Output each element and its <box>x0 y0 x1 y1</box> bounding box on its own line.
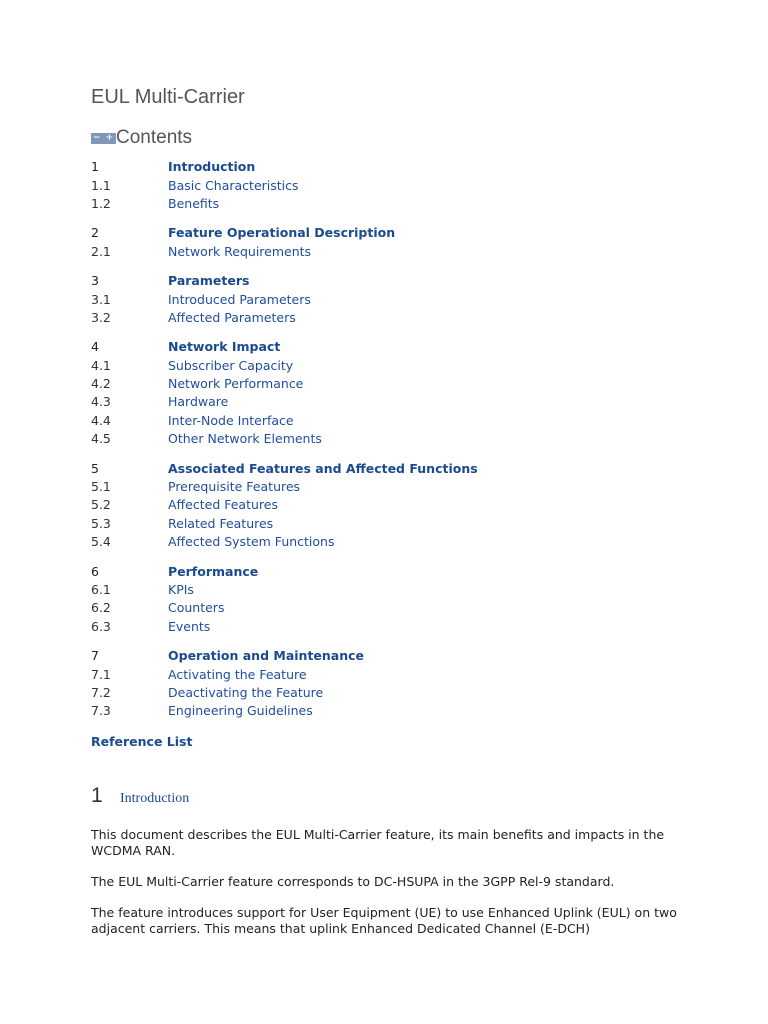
toc-number: 3.1 <box>91 291 111 307</box>
toc-subsection-row <box>91 496 731 514</box>
toc-link-subscriber-capacity[interactable]: Subscriber Capacity <box>168 357 294 373</box>
toc-subsection-row <box>91 702 731 720</box>
toc-link-deactivating-the-feature[interactable]: Deactivating the Feature <box>168 684 324 700</box>
toc-number: 5.1 <box>91 479 111 495</box>
toc-number: 3 <box>91 273 99 289</box>
toc-subsection-row <box>91 478 731 496</box>
toc-link-events[interactable]: Events <box>168 618 211 634</box>
toc-link-operation-and-maintenance[interactable]: Operation and Maintenance <box>168 648 365 664</box>
toc-link-affected-system-functions[interactable]: Affected System Functions <box>168 534 335 550</box>
toc-subsection-row <box>91 375 731 393</box>
toc-number: 2 <box>91 225 99 241</box>
toc-subsection-row <box>91 195 731 213</box>
toc-link-network-performance[interactable]: Network Performance <box>168 376 304 392</box>
contents-label: Contents <box>116 127 193 148</box>
toc-number: 5.3 <box>91 515 111 531</box>
toc-subsection-row <box>91 581 731 599</box>
toc-number: 5.2 <box>91 497 111 513</box>
toc-number: 1 <box>91 159 99 175</box>
toc-subsection-row <box>91 309 731 327</box>
toc-number: 4.4 <box>91 412 111 428</box>
toc-subsection-row <box>91 618 731 636</box>
body-paragraph: The feature introduces support for User Equipment (UE) to use Enhanced Uplink (EUL) on two adjacent carriers. This means that uplink Enhanced Dedicated Channel (E-DCH) <box>91 905 677 936</box>
toc-subsection-row <box>91 243 731 261</box>
toc-link-affected-parameters[interactable]: Affected Parameters <box>168 309 296 325</box>
toc-section <box>91 224 731 261</box>
toc-link-other-network-elements[interactable]: Other Network Elements <box>168 431 322 447</box>
toc-number: 7.1 <box>91 666 111 682</box>
toc-number: 1.1 <box>91 177 111 193</box>
toc-link-basic-characteristics[interactable]: Basic Characteristics <box>168 177 299 193</box>
toc-section <box>91 338 731 448</box>
toc-number: 4.2 <box>91 376 111 392</box>
toc-section <box>91 562 731 636</box>
toc-number: 4.5 <box>91 431 111 447</box>
toc-subsection-row <box>91 290 731 308</box>
toc-link-performance[interactable]: Performance <box>168 563 259 579</box>
toc-number: 7.2 <box>91 684 111 700</box>
document-title: EUL Multi-Carrier <box>91 86 245 108</box>
toc-link-reference-list[interactable]: Reference List <box>91 734 193 749</box>
section-title: Introduction <box>120 791 190 806</box>
section-number: 1 <box>91 784 103 807</box>
toc-link-benefits[interactable]: Benefits <box>168 195 220 211</box>
toc-link-introduction[interactable]: Introduction <box>168 159 256 175</box>
toc-chapter-row <box>91 459 731 477</box>
toc-link-feature-operational-description[interactable]: Feature Operational Description <box>168 225 396 241</box>
toc-link-associated-features-and-affected-functions[interactable]: Associated Features and Affected Functions <box>168 460 478 476</box>
toc-number: 4.1 <box>91 357 111 373</box>
toc-link-hardware[interactable]: Hardware <box>168 394 229 410</box>
toc-subsection-row <box>91 412 731 430</box>
toc-subsection-row <box>91 430 731 448</box>
toc-link-inter-node-interface[interactable]: Inter-Node Interface <box>168 412 294 428</box>
toc-number: 4 <box>91 339 99 355</box>
toc-section <box>91 459 731 551</box>
toc-section <box>91 158 731 213</box>
body-paragraph: The EUL Multi-Carrier feature corresponds to DC-HSUPA in the 3GPP Rel-9 standard. <box>91 874 615 889</box>
section-heading-introduction <box>91 784 189 808</box>
collapse-expand-toggle[interactable]: − + <box>92 132 115 143</box>
toc-section <box>91 272 731 327</box>
toc-link-network-requirements[interactable]: Network Requirements <box>168 243 312 259</box>
toc-link-prerequisite-features[interactable]: Prerequisite Features <box>168 479 301 495</box>
toc-number: 4.3 <box>91 394 111 410</box>
toc-chapter-row <box>91 272 731 290</box>
toc-subsection-row <box>91 599 731 617</box>
toc-subsection-row <box>91 176 731 194</box>
toc-link-parameters[interactable]: Parameters <box>168 273 250 289</box>
toc-subsection-row <box>91 515 731 533</box>
toc-number: 5 <box>91 460 99 476</box>
toc-chapter-row <box>91 224 731 242</box>
toc-subsection-row <box>91 357 731 375</box>
toc-chapter-row <box>91 158 731 176</box>
toc-number: 3.2 <box>91 309 111 325</box>
toc-chapter-row <box>91 562 731 580</box>
toc-subsection-row <box>91 665 731 683</box>
toc-number: 5.4 <box>91 534 111 550</box>
toc-number: 7.3 <box>91 703 111 719</box>
toc-link-activating-the-feature[interactable]: Activating the Feature <box>168 666 307 682</box>
toc-link-introduced-parameters[interactable]: Introduced Parameters <box>168 291 311 307</box>
table-of-contents <box>91 158 731 721</box>
toc-subsection-row <box>91 684 731 702</box>
body-paragraph: This document describes the EUL Multi-Carrier feature, its main benefits and impacts in the WCDMA RAN. <box>91 827 665 858</box>
toc-number: 7 <box>91 648 99 664</box>
toc-chapter-row <box>91 338 731 356</box>
toc-link-kpis[interactable]: KPIs <box>168 582 194 597</box>
contents-heading <box>91 125 192 151</box>
toc-number: 2.1 <box>91 243 111 259</box>
toc-chapter-row <box>91 647 731 665</box>
toc-section <box>91 647 731 721</box>
toc-subsection-row <box>91 533 731 551</box>
toc-link-engineering-guidelines[interactable]: Engineering Guidelines <box>168 703 313 719</box>
toc-number: 6.2 <box>91 600 111 616</box>
toc-number: 6.1 <box>91 582 111 597</box>
toc-number: 1.2 <box>91 195 111 211</box>
toc-link-network-impact[interactable]: Network Impact <box>168 339 281 355</box>
toc-number: 6 <box>91 563 99 579</box>
toc-link-counters[interactable]: Counters <box>168 600 225 616</box>
toc-link-related-features[interactable]: Related Features <box>168 515 274 531</box>
toc-number: 6.3 <box>91 618 111 634</box>
toc-link-affected-features[interactable]: Affected Features <box>168 497 278 513</box>
toc-subsection-row <box>91 393 731 411</box>
